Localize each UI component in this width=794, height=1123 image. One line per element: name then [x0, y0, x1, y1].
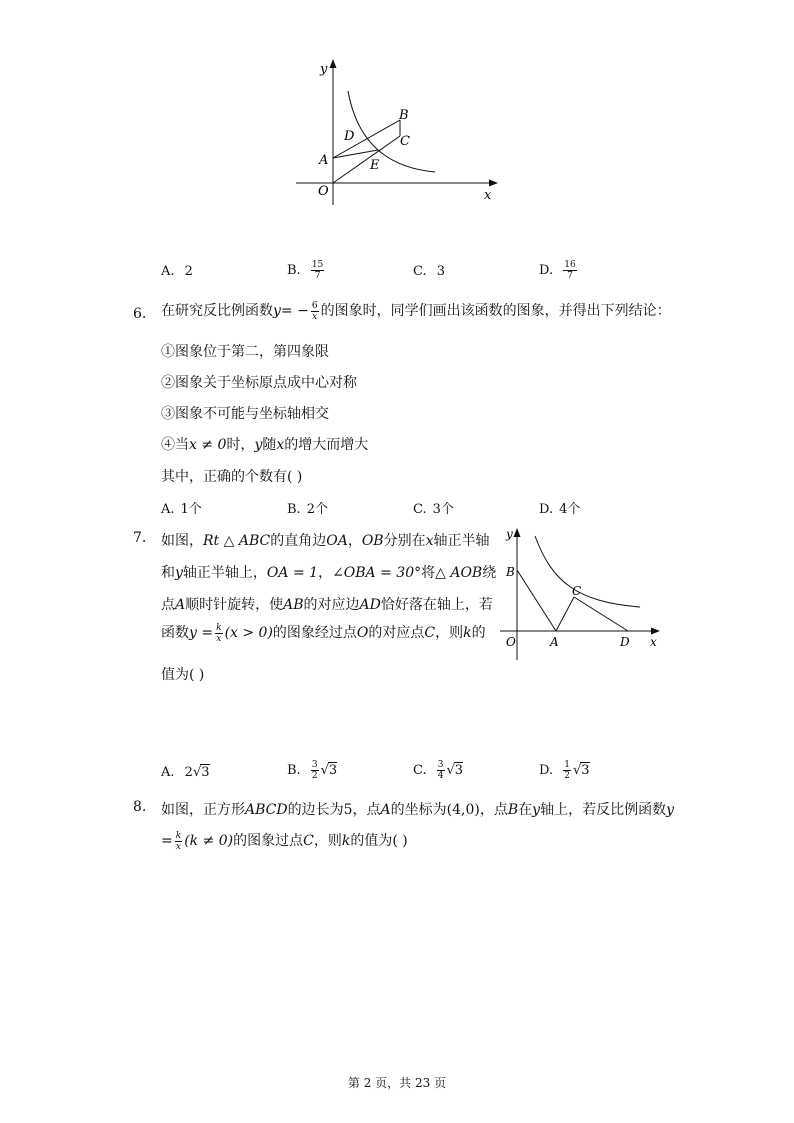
fraction: $\frac{15}{7}$	[311, 260, 324, 281]
q6-option-d[interactable]: D. 4个	[539, 502, 581, 517]
q6-option-a[interactable]: A. 1个	[161, 502, 202, 517]
q7-line-2: 和y轴正半轴上，OA = 1，∠OBA = 30°将△ AOB绕	[161, 565, 497, 581]
q5-option-b[interactable]: B. $\frac{15}{7}$	[287, 260, 324, 281]
q7-line-4: 函数y = $\frac{k}{x}$ (x > 0)的图象经过点O的对应点C，则k的	[161, 622, 486, 644]
q6-item-3: ③图象不可能与坐标轴相交	[161, 406, 329, 422]
label-y-axis: y	[506, 527, 513, 541]
label-y-axis: y	[320, 62, 328, 77]
fraction: $\frac{k}{x}$	[216, 622, 222, 644]
hyperbola-curve	[535, 536, 640, 607]
label-point-D: D	[344, 129, 355, 144]
q6-number: 6.	[133, 306, 147, 322]
q7-option-c[interactable]: C. $\frac{3}{4}$ √3	[413, 760, 464, 781]
label-origin: O	[318, 184, 329, 199]
q6-question: 其中，正确的个数有( )	[161, 469, 303, 485]
label-point-E: E	[370, 158, 380, 173]
sqrt-icon: √	[572, 763, 582, 778]
figure-1-svg	[290, 55, 510, 205]
label-point-C: C	[400, 134, 410, 149]
figure-1	[290, 55, 510, 205]
label-point-C: C	[572, 584, 582, 598]
figure-2-svg	[492, 522, 672, 662]
q6-item-1: ①图象位于第二，第四象限	[161, 344, 329, 360]
segment-AC	[556, 597, 574, 631]
fraction: $\frac{16}{7}$	[564, 260, 576, 281]
q5-option-a[interactable]: A. 2	[161, 264, 193, 279]
fraction: $\frac{3}{2}$	[311, 760, 318, 781]
x-axis-arrow-icon	[489, 180, 498, 187]
label-x-axis: x	[484, 188, 492, 203]
label-point-A: A	[550, 635, 559, 649]
fraction: $\frac{k}{x}$	[175, 830, 182, 852]
segment-CD	[574, 597, 628, 631]
y-axis-arrow-icon	[330, 59, 337, 68]
label-point-B: B	[506, 565, 515, 579]
label-point-B: B	[399, 108, 409, 123]
q6-item-2: ②图象关于坐标原点成中心对称	[161, 375, 357, 391]
label-point-A: A	[319, 153, 329, 168]
q7-number: 7.	[133, 530, 147, 546]
label-x-axis: x	[650, 635, 657, 649]
fraction: $\frac{6}{x}$	[311, 300, 318, 322]
hyperbola-curve	[348, 91, 435, 172]
sqrt-icon: √	[192, 765, 202, 780]
fraction: $\frac{3}{4}$	[437, 760, 444, 781]
x-axis-arrow-icon	[651, 628, 660, 635]
label-point-D: D	[620, 635, 630, 649]
q7-line-5: 值为( )	[161, 667, 205, 683]
q8-line-2: = $\frac{k}{x}$ (k ≠ 0)的图象过点C，则k的值为( )	[161, 830, 408, 852]
fraction: $\frac{1}{2}$	[564, 760, 570, 781]
page-footer: 第 2 页，共 23 页	[347, 1076, 447, 1090]
q7-line-1: 如图，Rt △ ABC的直角边OA，OB分别在x轴正半轴	[161, 533, 490, 549]
sqrt-icon: √	[446, 763, 455, 778]
q7-option-b[interactable]: B. $\frac{3}{2}$ √3	[287, 760, 338, 781]
q6-stem: 在研究反比例函数y= − $\frac{6}{x}$ 的图象时，同学们画出该函数的图象，并得出下列结论：	[161, 300, 671, 322]
q6-option-b[interactable]: B. 2个	[287, 502, 328, 517]
q5-option-c[interactable]: C. 3	[413, 264, 446, 279]
sqrt-icon: √	[320, 763, 329, 778]
q6-option-c[interactable]: C. 3个	[413, 502, 454, 517]
segment-AB	[517, 570, 556, 631]
q7-option-a[interactable]: A. 2√3	[161, 765, 210, 780]
q6-item-4: ④当x ≠ 0时，y随x的增大而增大	[161, 437, 369, 453]
y-axis-arrow-icon	[514, 528, 521, 537]
q8-line-1: 如图，正方形ABCD的边长为5，点A的坐标为(4,0)，点B在y轴上，若反比例函数y	[161, 802, 674, 818]
q5-option-d[interactable]: D. $\frac{16}{7}$	[539, 260, 576, 281]
label-origin: O	[506, 635, 516, 649]
q7-option-d[interactable]: D. $\frac{1}{2}$ √3	[539, 760, 590, 781]
figure-2	[492, 522, 672, 662]
q8-number: 8.	[133, 799, 147, 815]
q7-line-3: 点A顺时针旋转，使AB的对应边AD恰好落在轴上，若	[161, 597, 493, 613]
